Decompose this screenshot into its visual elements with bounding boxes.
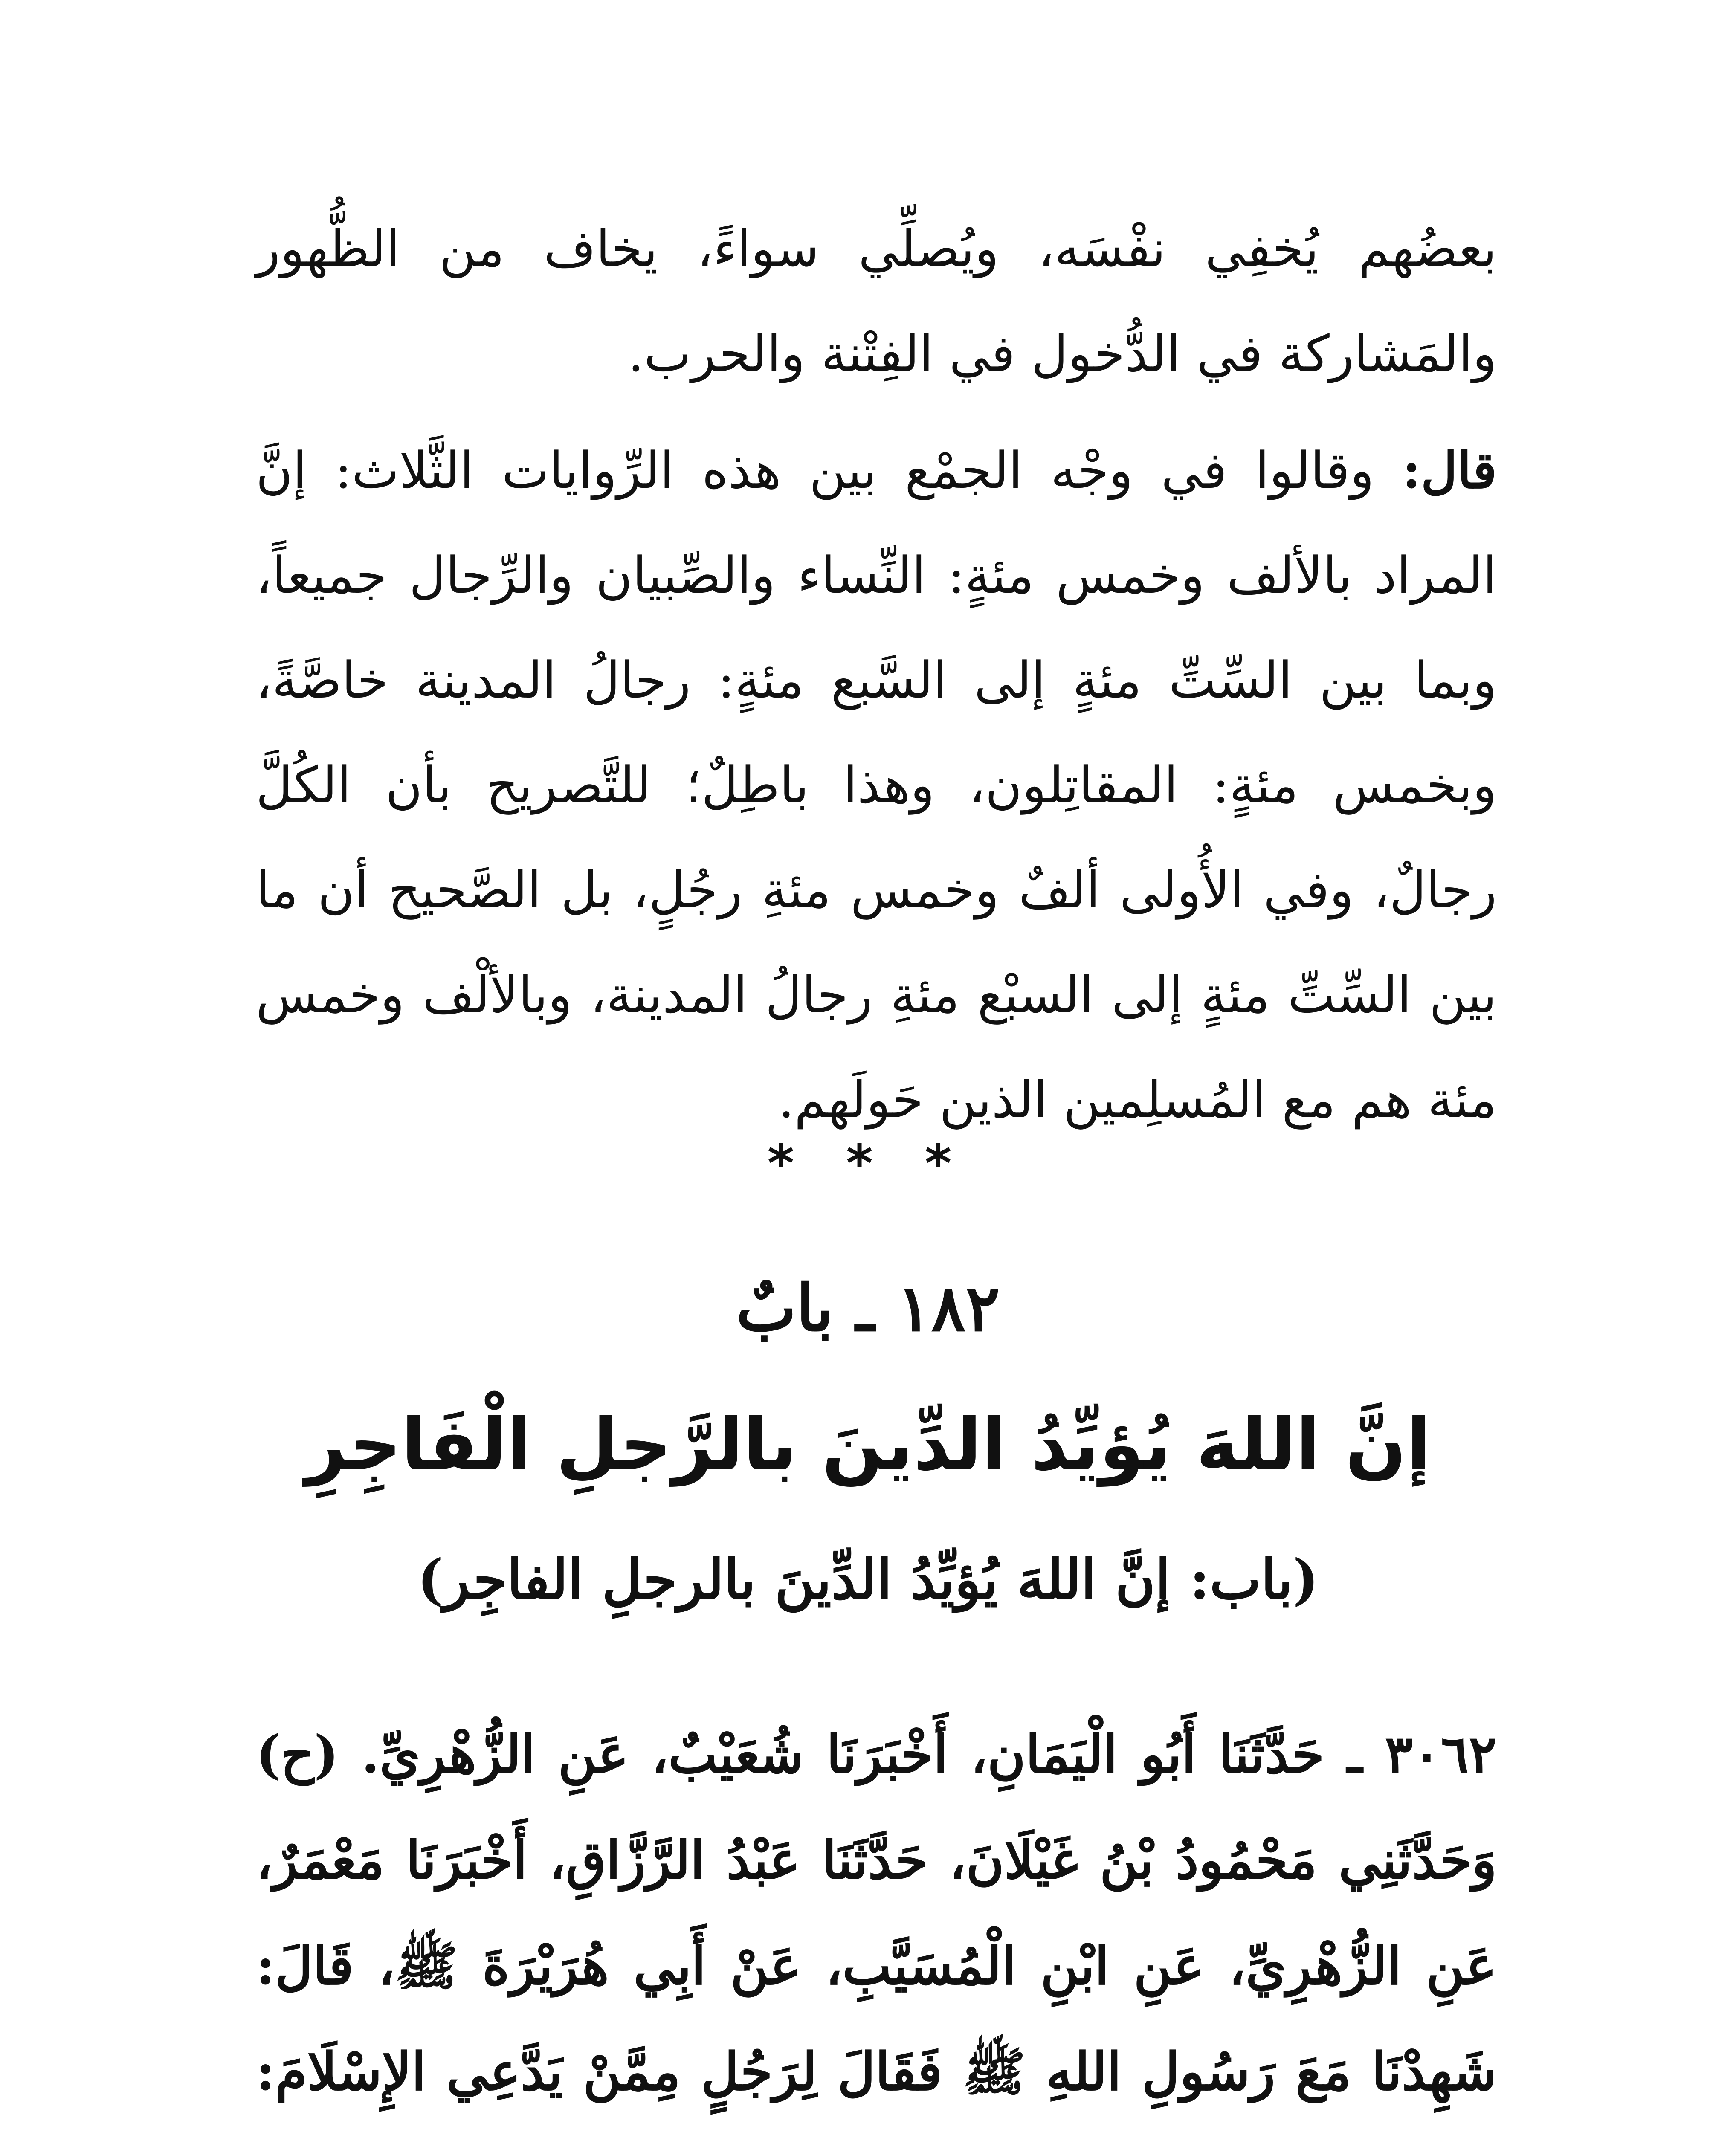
commentary-paragraph-2-text: وقالوا في وجْه الجمْع بين هذه الرِّوايات الثَّلاث: إنَّ المراد بالألف وخمس مئةٍ: النِّساء والصِّبيان والرِّجال جميعاً، وبما بين السِّتِّ مئةٍ إلى السَّبع مئةٍ: رجالُ المدينة خاصَّةً، وبخمس مئةٍ: المقاتِلون، وهذا باطِلٌ؛ للتَّصريح بأن الكُلَّ رجالٌ، وفي الأُولى ألفٌ وخمس مئةِ رجُلٍ، بل الصَّحيح أن ما بين السِّتِّ مئةٍ إلى السبْع مئةِ رجالُ المدينة، وبالألْف وخمس مئة هم مع المُسلِمين الذين حَولَهم. xyxy=(256,441,1497,1129)
commentary-paragraph-2 xyxy=(256,418,1497,1152)
section-separator: * * * xyxy=(767,1134,969,1193)
commentary-paragraph-1 xyxy=(256,196,1497,406)
hadith-paragraph: ٣٠٦٢ ـ حَدَّثَنَا أَبُو الْيَمَانِ، أَخْبَرَنَا شُعَيْبٌ، عَنِ الزُّهْرِيِّ. (ح) وَحَدَّثَنِي مَحْمُودُ بْنُ غَيْلَانَ، حَدَّثَنَا عَبْدُ الرَّزَّاقِ، أَخْبَرَنَا مَعْمَرٌ، عَنِ الزُّهْرِيِّ، عَنِ ابْنِ الْمُسَيَّبِ، عَنْ أَبِي هُرَيْرَةَ ﷺ، قَالَ: شَهِدْنَا مَعَ رَسُولِ اللهِ ﷺ فَقَالَ لِرَجُلٍ مِمَّنْ يَدَّعِي الإِسْلَامَ: xyxy=(256,1724,1497,2102)
chapter-title: إنَّ اللهَ يُؤيِّدُ الدِّينَ بالرَّجلِ الْفَاجِرِ xyxy=(305,1403,1431,1486)
chapter-number-heading: ١٨٢ ـ بابٌ xyxy=(736,1271,1000,1346)
chapter-subtitle: (باب: إنَّ اللهَ يُؤيِّدُ الدِّينَ بالرجلِ الفاجِر) xyxy=(417,1548,1319,1612)
commentary-lead-word: قال: xyxy=(1402,440,1497,500)
commentary-paragraph-1-text: بعضُهم يُخفِي نفْسَه، ويُصلِّي سواءً، يخاف من الظُّهور والمَشاركة في الدُّخول في الفِتْنة والحرب. xyxy=(256,219,1497,383)
